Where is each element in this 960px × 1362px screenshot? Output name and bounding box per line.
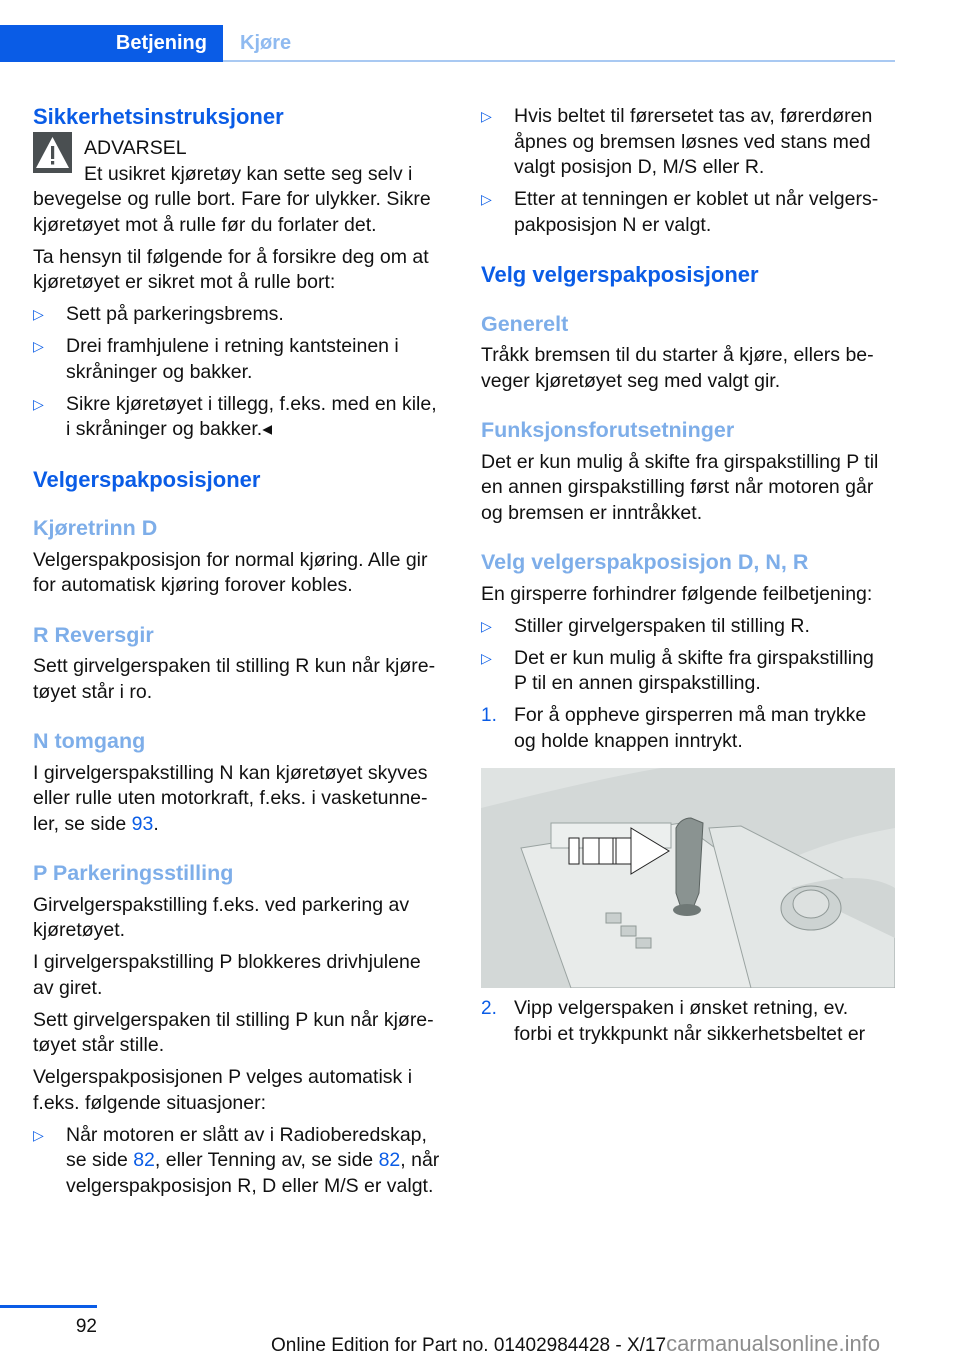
text-line: velgerspakposisjon R, D eller M/S er valgt.	[66, 1174, 434, 1197]
text-line: Generelt	[481, 311, 569, 336]
text-line: I girvelgerspakstilling P blokkeres drivhjulene	[33, 951, 421, 973]
paragraph	[33, 1008, 453, 1059]
footer	[271, 1331, 880, 1357]
text-line: Det er kun mulig å skifte fra girspakstilling P til	[481, 450, 879, 473]
text-line	[33, 812, 453, 838]
text-line: pakposisjon N er valgt.	[514, 213, 712, 236]
edition-text: Online Edition for Part no. 01402984428 - X/17	[271, 1335, 667, 1356]
text-line: veger kjøretøyet seg med valgt gir.	[481, 369, 781, 392]
text-line: Etter at tenningen er koblet ut når velgers-	[514, 188, 879, 210]
bullet-triangle-icon: ▷	[33, 1126, 44, 1143]
text-line: Drei framhjulene i retning kantsteinen i	[66, 335, 399, 357]
text-line: Kjøretrinn D	[33, 516, 158, 540]
numbered-step	[481, 996, 901, 1047]
subsection-heading	[33, 516, 453, 542]
text-line: Velgerspakposisjonen P velges automatisk i	[33, 1066, 413, 1088]
text-line: Sikkerhetsinstruksjoner	[33, 104, 284, 129]
text-line: tøyet står stille.	[33, 1034, 165, 1056]
page-link[interactable]: 82	[133, 1149, 155, 1171]
section-heading	[481, 262, 901, 288]
bullet-item	[33, 302, 453, 328]
text-line: Sett girvelgerspaken til stilling R kun når kjøre-	[33, 655, 436, 677]
text-line: f.eks. følgende situasjoner:	[33, 1091, 267, 1114]
text-line: kjøretøyet.	[33, 919, 126, 941]
text-line: Et usikret kjøretøy kan sette seg selv i	[84, 162, 413, 185]
page-number: 92	[75, 1316, 97, 1337]
subsection-heading	[33, 623, 453, 649]
paragraph	[33, 761, 453, 838]
text-line: valgt posisjon D, M/S eller R.	[514, 156, 765, 178]
paragraph	[33, 245, 453, 296]
paragraph	[33, 1065, 453, 1116]
page-link[interactable]: 82	[378, 1149, 401, 1171]
bullet-item	[33, 392, 453, 443]
text-line: for automatisk kjøring forover kobles.	[33, 574, 353, 596]
text-segment: ler, se side	[33, 812, 132, 835]
text-line: Girvelgerspakstilling f.eks. ved parkering av	[33, 893, 410, 916]
section-heading	[33, 467, 453, 493]
bullet-triangle-icon: ▷	[481, 191, 492, 207]
page-link[interactable]: 93	[131, 812, 154, 835]
text-line: Velgerspakposisjoner	[33, 466, 261, 492]
text-line: N tomgang	[33, 729, 146, 753]
warning-block	[33, 136, 453, 238]
text-line: skråninger og bakker.	[66, 360, 253, 383]
text-segment: se side	[66, 1149, 134, 1171]
paragraph	[33, 654, 453, 705]
text-line: R Reversgir	[33, 622, 154, 647]
subsection-heading	[33, 729, 453, 755]
header-divider	[223, 60, 895, 62]
text-line: åpnes og bremsen løsnes ved stans med	[514, 130, 871, 153]
bullet-triangle-icon: ▷	[481, 617, 492, 634]
text-line: og holde knappen inntrykt.	[514, 729, 743, 752]
bullet-triangle-icon: ▷	[33, 306, 44, 322]
numbered-step	[481, 703, 901, 754]
left-column	[33, 104, 453, 1199]
text-line: Sikre kjøretøyet i tillegg, f.eks. med en kile,	[66, 392, 437, 415]
bullet-triangle-icon: ▷	[33, 395, 44, 412]
text-line: I girvelgerspakstilling N kan kjøretøyet skyves	[33, 761, 428, 784]
warning-triangle-icon	[33, 132, 72, 173]
step-number: 1.	[481, 705, 497, 726]
text-line: Når motoren er slått av i Radioberedskap,	[66, 1123, 427, 1146]
text-segment: .	[153, 812, 159, 835]
bullet-item	[33, 1123, 453, 1200]
text-line: Velg velgerspakposisjoner	[481, 262, 759, 287]
subsection-heading	[481, 312, 901, 338]
paragraph	[481, 582, 901, 608]
text-line: Det er kun mulig å skifte fra girspakstilling	[514, 646, 874, 669]
text-line: Vipp velgerspaken i ønsket retning, ev.	[514, 997, 849, 1019]
bullet-item	[481, 104, 901, 181]
watermark[interactable]: carmanualsonline.info	[666, 1331, 881, 1356]
text-line: av giret.	[33, 976, 103, 999]
text-line: Funksjonsforutsetninger	[481, 418, 735, 442]
text-line: tøyet står i ro.	[33, 680, 153, 703]
text-segment: , eller Tenning av, se side	[154, 1149, 379, 1171]
text-line: og bremsen er inntråkket.	[481, 501, 703, 524]
bullet-item	[481, 646, 901, 697]
subsection-heading	[33, 861, 453, 887]
bullet-triangle-icon: ▷	[481, 649, 492, 666]
bullet-item	[481, 614, 901, 640]
text-line: Velgerspakposisjon for normal kjøring. Alle gir	[33, 548, 428, 571]
text-line: Hvis beltet til førersetet tas av, førerdøren	[514, 105, 873, 127]
text-line: Ta hensyn til følgende for å forsikre deg om at	[33, 245, 429, 268]
text-line: Sett på parkeringsbrems.	[66, 303, 284, 325]
paragraph	[481, 450, 901, 527]
text-line	[66, 1148, 453, 1174]
text-line: kjøretøyet mot å rulle før du forlater det.	[33, 213, 377, 236]
text-line: Tråkk bremsen til du starter å kjøre, ellers be-	[481, 344, 874, 366]
text-line: kjøretøyet er sikret mot å rulle bort:	[33, 271, 336, 293]
bullet-triangle-icon: ▷	[33, 338, 44, 354]
text-line: Stiller girvelgerspaken til stilling R.	[514, 614, 810, 637]
bullet-item	[481, 187, 901, 238]
text-line: bevegelse og rulle bort. Fare for ulykker. Sikre	[33, 188, 431, 210]
paragraph	[481, 343, 901, 394]
right-column	[481, 104, 901, 1047]
paragraph	[33, 893, 453, 944]
text-line: P til en annen girspakstilling.	[514, 672, 761, 694]
text-line: forbi et trykkpunkt når sikkerhetsbeltet er	[514, 1022, 866, 1045]
subsection-heading	[481, 418, 901, 444]
text-line: Velg velgerspakposisjon D, N, R	[481, 550, 809, 574]
text-line: ADVARSEL	[84, 137, 187, 159]
subsection-heading	[481, 550, 901, 576]
text-line: en annen girspakstilling først når motoren går	[481, 476, 874, 498]
step-number: 2.	[481, 998, 497, 1019]
text-line: For å oppheve girsperren må man trykke	[514, 704, 867, 726]
tab-kjore[interactable]: Kjøre	[240, 32, 292, 54]
bullet-item	[33, 334, 453, 385]
section-heading	[33, 104, 453, 130]
paragraph	[33, 548, 453, 599]
text-line: Sett girvelgerspaken til stilling P kun når kjøre-	[33, 1008, 434, 1031]
gear-selector-illustration	[481, 768, 895, 988]
page-number-rule	[0, 1305, 97, 1308]
text-line: i skråninger og bakker.◂	[66, 418, 272, 440]
text-line: P Parkeringsstilling	[33, 861, 234, 885]
paragraph	[33, 950, 453, 1001]
tab-betjening[interactable]: Betjening	[0, 25, 223, 62]
bullet-triangle-icon: ▷	[481, 108, 492, 124]
text-line: eller rulle uten motorkraft, f.eks. i vasketunne-	[33, 787, 428, 809]
text-segment: , når	[400, 1149, 440, 1171]
text-line: En girsperre forhindrer følgende feilbetjening:	[481, 582, 873, 605]
